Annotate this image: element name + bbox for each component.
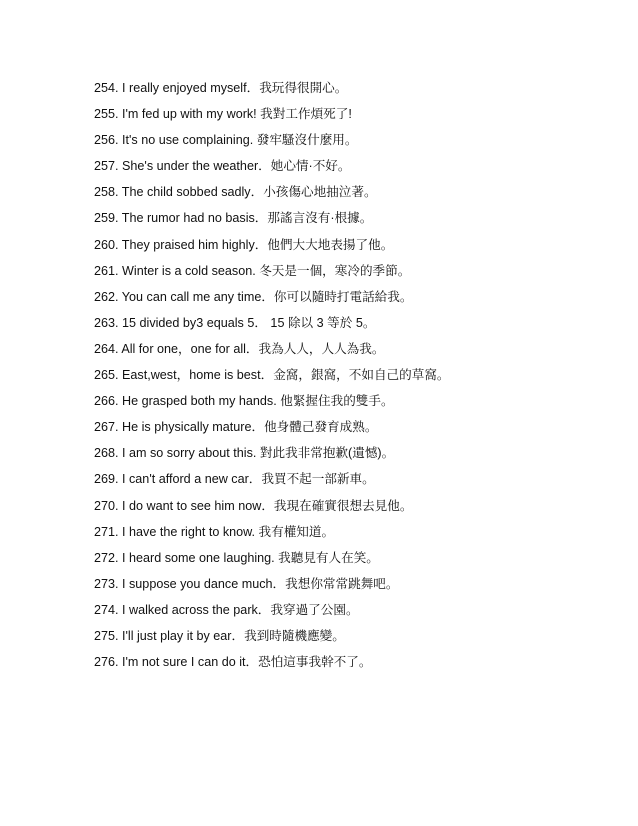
phrase-line-275: 275. I'll just play it by ear．我到時隨機應變。	[94, 628, 345, 643]
phrase-line-255: 255. I'm fed up with my work! 我對工作煩死了!	[94, 107, 352, 122]
phrase-line-269: 269. I can't afford a new car．我買不起一部新車。	[94, 472, 375, 487]
phrase-line-263: 263. 15 divided by3 equals 5． 15 除以 3 等於 5。	[94, 315, 376, 330]
phrase-line-271: 271. I have the right to know. 我有權知道。	[94, 524, 335, 539]
phrase-line-273: 273. I suppose you dance much．我想你常常跳舞吧。	[94, 576, 399, 591]
phrase-line-257: 257. She's under the weather．她心情·不好。	[94, 159, 351, 174]
phrase-line-265: 265. East,west，home is best．金窩，銀窩，不如自己的草窩。	[94, 368, 450, 383]
phrase-line-256: 256. It's no use complaining. 發牢騷沒什麼用。	[94, 133, 358, 148]
phrase-line-259: 259. The rumor had no basis．那謠言沒有·根據。	[94, 211, 373, 226]
phrase-line-274: 274. I walked across the park．我穿過了公園。	[94, 602, 359, 617]
phrase-line-264: 264. All for one，one for all．我為人人，人人為我。	[94, 341, 385, 356]
phrase-line-266: 266. He grasped both my hands. 他緊握住我的雙手。	[94, 394, 394, 409]
phrase-list	[94, 78, 614, 678]
phrase-line-276: 276. I'm not sure I can do it．恐怕這事我幹不了。	[94, 655, 372, 670]
phrase-line-254: 254. I really enjoyed myself．我玩得很開心。	[94, 81, 348, 95]
phrase-line-272: 272. I heard some one laughing. 我聽見有人在笑。	[94, 550, 379, 565]
phrase-line-270: 270. I do want to see him now．我現在確實很想去見他。	[94, 498, 413, 513]
phrase-line-261: 261. Winter is a cold season. 冬天是一個，寒冷的季節。	[94, 263, 411, 278]
phrase-line-260: 260. They praised him highly．他們大大地表揚了他。	[94, 237, 394, 252]
phrase-line-268: 268. I am so sorry about this. 對此我非常抱歉(遺憾)。	[94, 446, 395, 461]
phrase-line-258: 258. The child sobbed sadly．小孩傷心地抽泣著。	[94, 185, 377, 200]
phrase-line-267: 267. He is physically mature．他身體己發育成熟。	[94, 420, 378, 435]
phrase-line-262: 262. You can call me any time．你可以隨時打電話給我。	[94, 289, 413, 304]
